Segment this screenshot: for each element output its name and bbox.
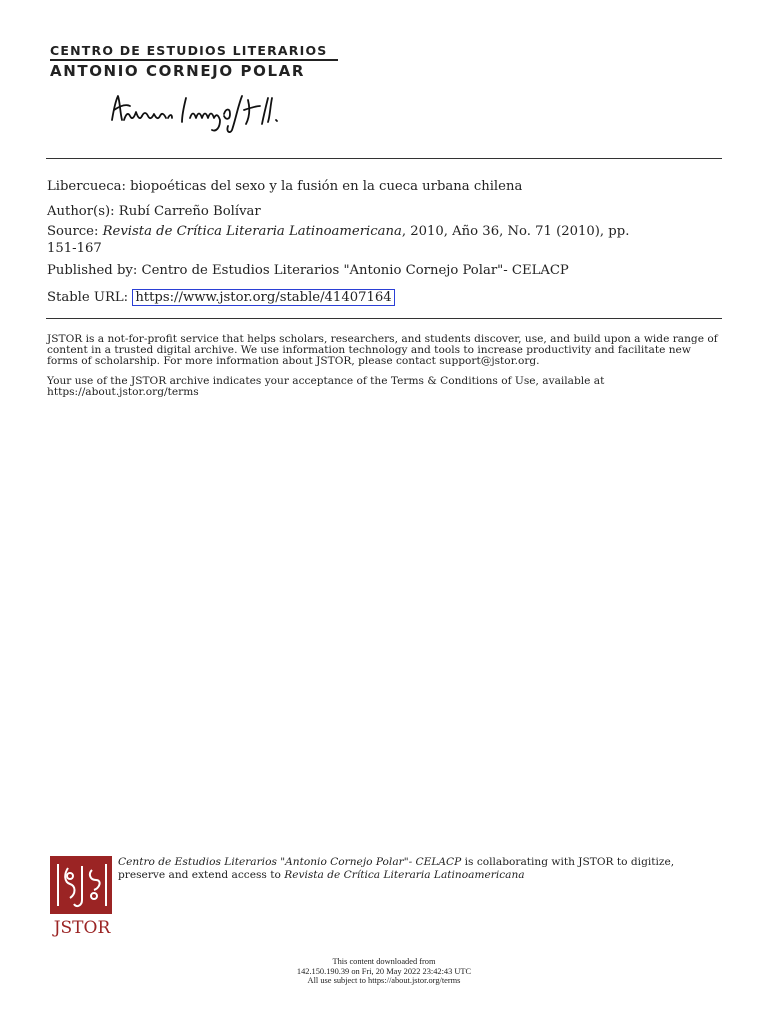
article-title: Libercueca: biopoéticas del sexo y la fusión en la cueca urbana chilena bbox=[47, 179, 523, 194]
collaborating-org: Centro de Estudios Literarios "Antonio Cornejo Polar"- CELACP bbox=[118, 856, 462, 868]
author-label: Author(s): bbox=[47, 204, 115, 219]
logo-divider bbox=[50, 59, 338, 61]
jstor-notice-paragraph: JSTOR is a not-for-profit service that helps scholars, researchers, and students discover, use, and build upon a wide range of content in a trusted digital archive. We use information technology and tools to increase productivity and facilitate new forms of scholarship. For more information about JSTOR, please contact support@jstor.org. bbox=[47, 333, 718, 367]
logo-line-2: ANTONIO CORNEJO POLAR bbox=[50, 62, 305, 80]
collaboration-statement bbox=[118, 856, 678, 882]
download-footer bbox=[0, 957, 768, 986]
stable-url-link[interactable]: https://www.jstor.org/stable/41407164 bbox=[132, 289, 394, 306]
publisher-line bbox=[47, 262, 719, 279]
footer-line-1: This content downloaded from bbox=[332, 957, 436, 966]
source-journal: Revista de Crítica Literaria Latinoamericana bbox=[102, 224, 402, 239]
jstor-logo-wordmark: JSTOR bbox=[53, 918, 111, 938]
footer-line-3: All use subject to https://about.jstor.org/terms bbox=[307, 976, 461, 985]
stable-url-line bbox=[47, 289, 719, 306]
jstor-logo bbox=[48, 856, 116, 938]
terms-notice-paragraph bbox=[47, 376, 719, 398]
terms-link[interactable]: https://about.jstor.org/terms bbox=[47, 386, 199, 398]
metadata-divider bbox=[46, 318, 722, 319]
author-name: Rubí Carreño Bolívar bbox=[118, 204, 261, 219]
author-line bbox=[47, 203, 719, 220]
institution-logo bbox=[50, 44, 340, 79]
terms-notice-text: Your use of the JSTOR archive indicates your acceptance of the Terms & Conditions of Use, available at bbox=[47, 375, 605, 387]
logo-line-1: CENTRO DE ESTUDIOS LITERARIOS bbox=[50, 43, 328, 58]
source-line bbox=[47, 223, 719, 257]
publisher-label: Published by: bbox=[47, 263, 138, 278]
publisher-name: Centro de Estudios Literarios "Antonio Cornejo Polar"- CELACP bbox=[141, 263, 569, 278]
signature-image bbox=[108, 90, 298, 134]
stable-url-label: Stable URL: bbox=[47, 290, 129, 305]
footer-line-2: 142.150.190.39 on Fri, 20 May 2022 23:42:43 UTC bbox=[296, 966, 472, 976]
source-details: , 2010, Año 36, No. 71 (2010), pp. bbox=[401, 224, 630, 239]
source-pages: 151-167 bbox=[47, 241, 102, 256]
source-label: Source: bbox=[47, 224, 99, 239]
collaboration-journal: Revista de Crítica Literaria Latinoamericana bbox=[284, 869, 525, 881]
header-divider bbox=[46, 158, 722, 159]
collaboration-text: is collaborating with JSTOR to digitize, preserve and extend access to bbox=[118, 856, 675, 881]
